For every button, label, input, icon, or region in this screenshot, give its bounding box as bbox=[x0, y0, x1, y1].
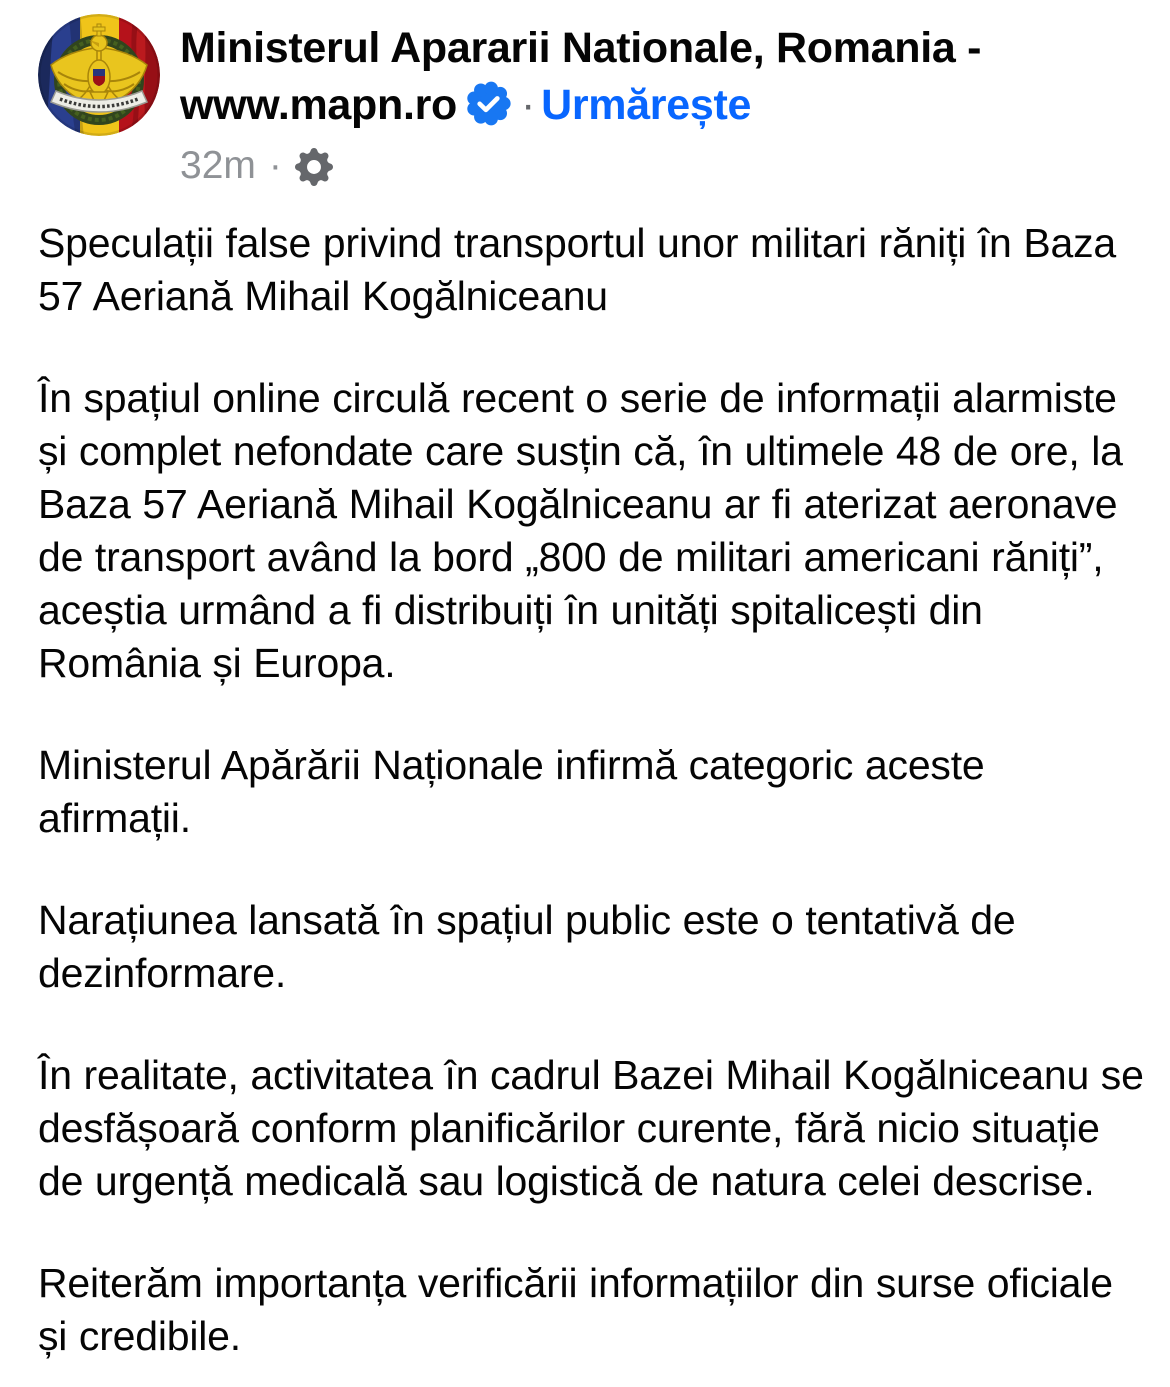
timestamp[interactable]: 32m bbox=[180, 144, 256, 187]
post-meta bbox=[180, 144, 1146, 188]
page-name-link[interactable]: Ministerul Apararii Nationale, Romania - www.mapn.ro bbox=[180, 24, 982, 129]
post-paragraph-title: Speculații false privind transportul unor militari răniți în Baza 57 Aeriană Mihail Kogălniceanu bbox=[38, 220, 1117, 319]
header-info bbox=[180, 14, 1146, 188]
verified-badge-icon bbox=[466, 81, 511, 126]
post-paragraph: Ministerul Apărării Naționale infirmă categoric aceste afirmații. bbox=[38, 742, 985, 841]
meta-separator: · bbox=[268, 144, 282, 187]
post-paragraph: Narațiunea lansată în spațiul public este o tentativă de dezinformare. bbox=[38, 897, 1016, 996]
post-header bbox=[0, 0, 1170, 188]
post-body bbox=[0, 188, 1170, 1363]
post-paragraph: În spațiul online circulă recent o serie de informații alarmiste și complet nefondate care susțin că, în ultimele 48 de ore, la Baza 57 Aeriană Mihail Kogălniceanu ar fi aterizat aeronave de transport având la bord „800 de militari americani răniți”, aceștia urmând a fi distribuiți în unități spitalicești din România și Europa. bbox=[38, 375, 1123, 686]
name-follow-separator: · bbox=[521, 81, 536, 129]
post-paragraph: În realitate, activitatea în cadrul Bazei Mihail Kogălniceanu se desfășoară conform planificărilor curente, fără nicio situație de urgență medicală sau logistică de natura celei descrise. bbox=[38, 1052, 1144, 1204]
post-paragraph: Reiterăm importanța verificării informațiilor din surse oficiale și credibile. bbox=[38, 1260, 1113, 1359]
page-name-line bbox=[180, 20, 1085, 134]
follow-link[interactable]: Urmărește bbox=[541, 81, 752, 129]
page-avatar[interactable] bbox=[38, 14, 160, 136]
privacy-gear-icon bbox=[295, 148, 333, 186]
mod-crest-icon bbox=[38, 14, 160, 136]
